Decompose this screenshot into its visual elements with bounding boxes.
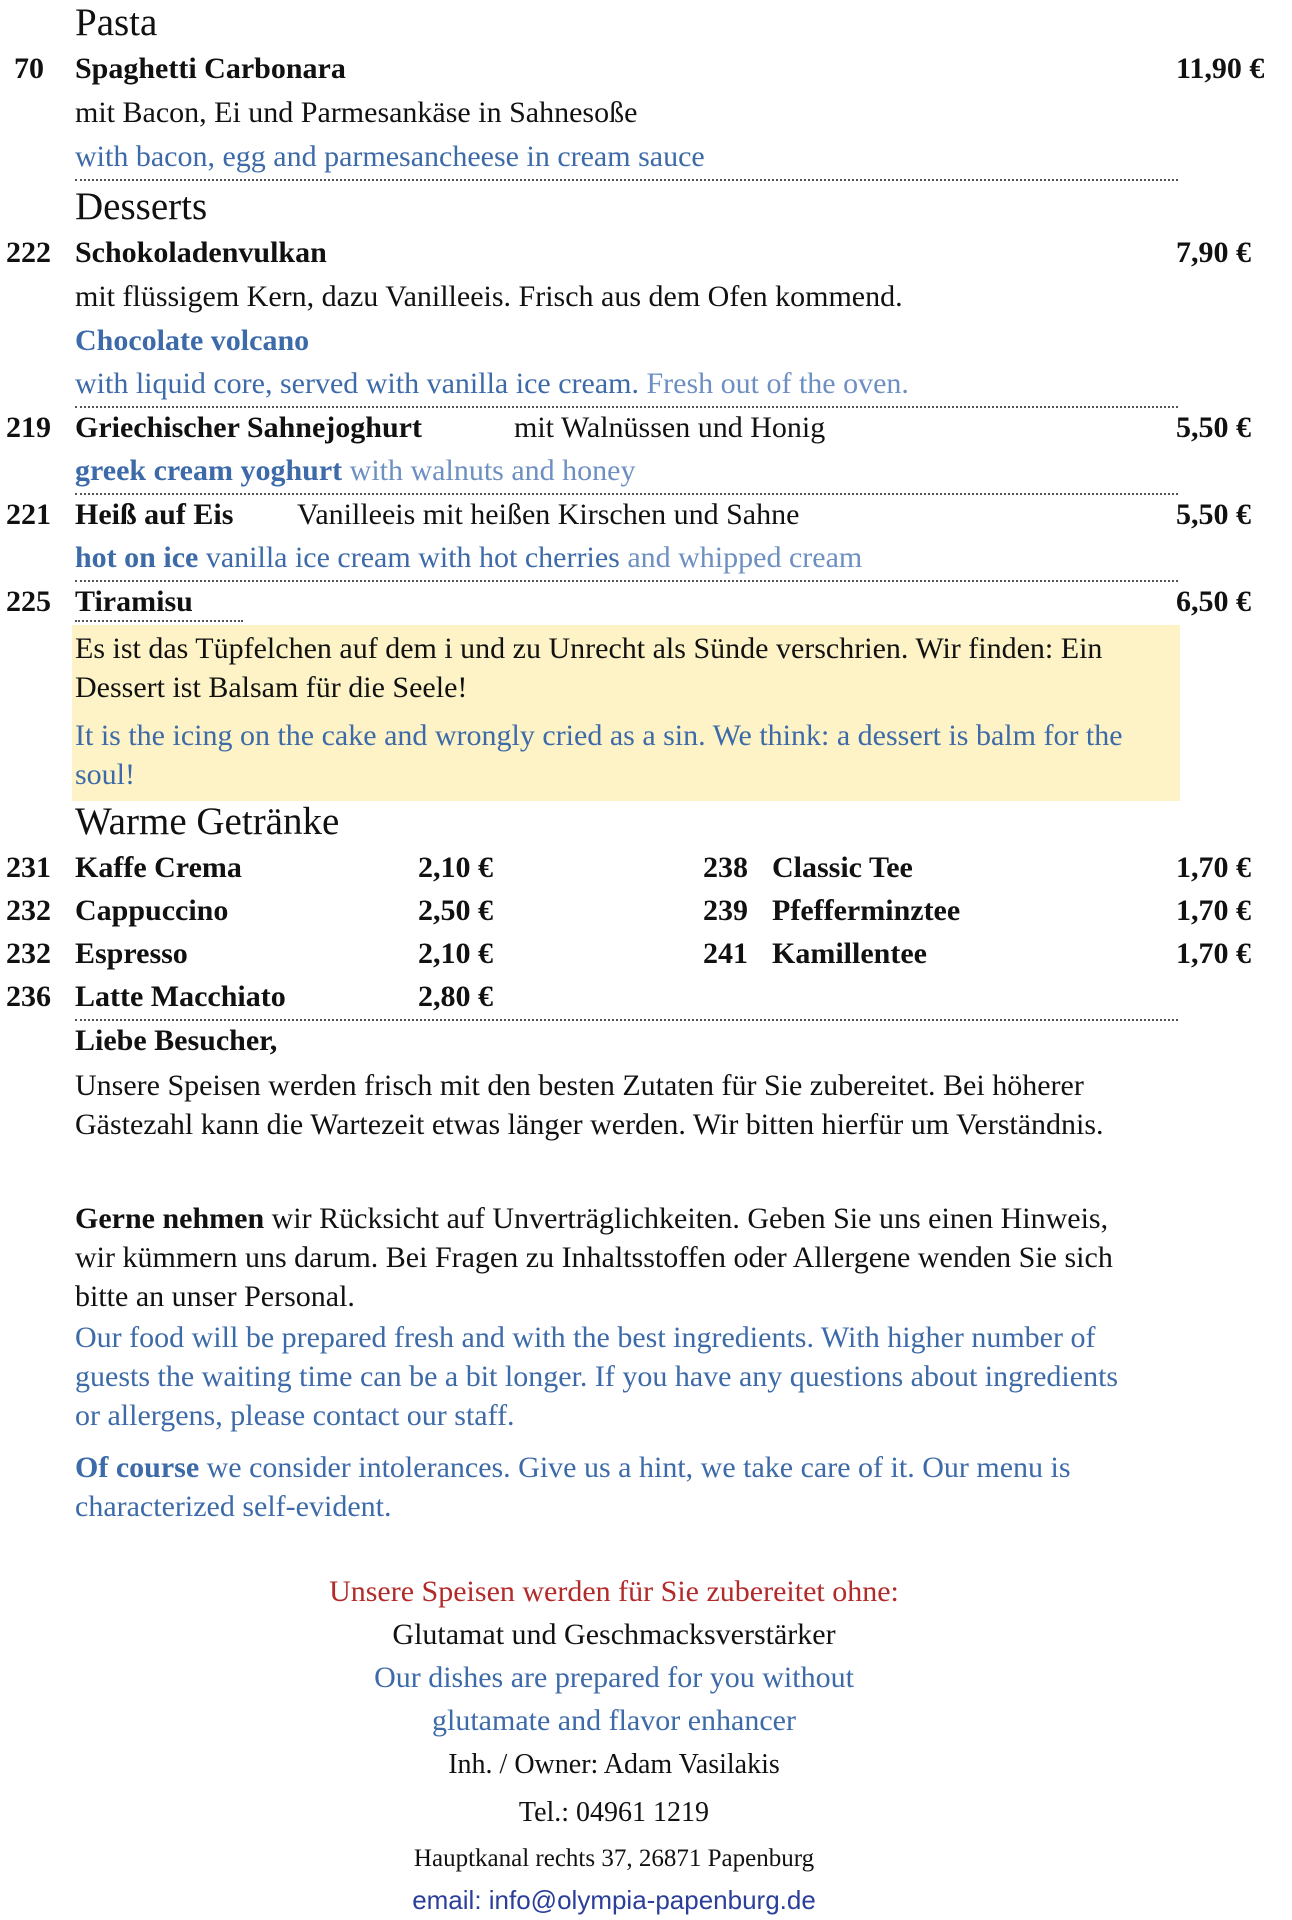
item-price: 1,70 € xyxy=(1176,894,1251,927)
item-description-en: with bacon, egg and parmesancheese in cream sauce xyxy=(75,140,705,173)
divider-short xyxy=(75,620,243,622)
footer-phone: Tel.: 04961 1219 xyxy=(518,1797,710,1828)
item-price: 6,50 € xyxy=(1176,585,1251,618)
item-description-en: It is the icing on the cake and wrongly cried as a sin. We think: a dessert is balm for the soul! xyxy=(75,719,1123,791)
notice-paragraph-de-2 xyxy=(75,1199,1155,1316)
item-price: 2,10 € xyxy=(418,851,493,884)
item-price: 1,70 € xyxy=(1176,937,1251,970)
divider xyxy=(75,406,1178,408)
item-price: 11,90 € xyxy=(1176,52,1265,85)
item-price: 5,50 € xyxy=(1176,498,1251,531)
item-description-de: Vanilleeis mit heißen Kirschen und Sahne xyxy=(297,498,800,531)
item-number: 222 xyxy=(6,236,51,269)
item-description-en xyxy=(75,541,862,575)
desc-en-part-2: Fresh out of the oven. xyxy=(638,367,909,400)
notice-bold-text: Gerne nehmen xyxy=(75,1202,265,1235)
item-description-en xyxy=(75,454,635,488)
divider xyxy=(75,493,1178,495)
item-description-en xyxy=(75,367,909,401)
item-description-de: mit Walnüssen und Honig xyxy=(514,411,826,444)
desc-en-part-2: and whipped cream xyxy=(619,541,863,574)
desc-en-part-1: vanilla ice cream with hot cherries xyxy=(198,541,620,574)
item-number: 241 xyxy=(703,937,748,970)
item-price: 5,50 € xyxy=(1176,411,1251,444)
item-price: 2,50 € xyxy=(418,894,493,927)
item-name-en: hot on ice xyxy=(75,541,199,574)
divider xyxy=(75,1019,1178,1021)
item-price: 7,90 € xyxy=(1176,236,1251,269)
item-price: 2,10 € xyxy=(418,937,493,970)
item-number: 225 xyxy=(6,585,51,618)
section-title-warm-drinks: Warme Getränke xyxy=(75,800,340,843)
desc-en-part-1: with liquid core, served with vanilla ice cream. xyxy=(75,367,639,400)
notice-text: we consider intolerances. Give us a hint, we take care of it. Our menu is characterized self-evident. xyxy=(75,1451,1071,1523)
item-price: 1,70 € xyxy=(1176,851,1251,884)
item-name: Schokoladenvulkan xyxy=(75,236,327,269)
desc-en: with walnuts and honey xyxy=(342,454,636,487)
item-number: 239 xyxy=(703,894,748,927)
item-name: Pfefferminztee xyxy=(772,894,961,927)
item-number: 236 xyxy=(6,980,51,1013)
item-number: 232 xyxy=(6,894,51,927)
section-title-desserts: Desserts xyxy=(75,185,208,228)
section-title-pasta: Pasta xyxy=(75,1,158,44)
item-name: Kaffe Crema xyxy=(75,851,242,884)
notice-paragraph-de-1: Unsere Speisen werden frisch mit den besten Zutaten für Sie zubereitet. Bei höherer Gästezahl kann die Wartezeit etwas länger werden. Wir bitten hierfür um Verständnis. xyxy=(75,1069,1104,1141)
item-number: 70 xyxy=(14,52,44,85)
footer-line-4: glutamate and flavor enhancer xyxy=(432,1704,796,1737)
item-description-de: Es ist das Tüpfelchen auf dem i und zu Unrecht als Sünde verschrien. Wir finden: Ein Dessert ist Balsam für die Seele! xyxy=(75,632,1103,704)
item-number: 232 xyxy=(6,937,51,970)
item-number: 238 xyxy=(703,851,748,884)
footer-address: Hauptkanal rechts 37, 26871 Papenburg xyxy=(413,1845,815,1872)
item-price: 2,80 € xyxy=(418,980,493,1013)
item-name: Cappuccino xyxy=(75,894,229,927)
footer-line-2: Glutamat und Geschmacksverstärker xyxy=(392,1618,836,1651)
item-name: Latte Macchiato xyxy=(75,980,286,1013)
footer-email[interactable]: email: info@olympia-papenburg.de xyxy=(412,1885,816,1915)
item-name: Classic Tee xyxy=(772,851,913,884)
notice-paragraph-en-1: Our food will be prepared fresh and with the best ingredients. With higher number of guests the waiting time can be a bit longer. If you have any questions about ingredients or allergens, please contact our staff. xyxy=(75,1321,1119,1432)
footer-owner: Inh. / Owner: Adam Vasilakis xyxy=(448,1749,780,1780)
item-name: Espresso xyxy=(75,937,188,970)
item-number: 221 xyxy=(6,498,51,531)
notice-bold-text: Of course xyxy=(75,1451,200,1484)
footer-line-3: Our dishes are prepared for you without xyxy=(374,1661,854,1694)
footer-line-1: Unsere Speisen werden für Sie zubereitet ohne: xyxy=(329,1575,899,1608)
item-description-de: mit Bacon, Ei und Parmesankäse in Sahnesoße xyxy=(75,96,638,129)
item-number: 219 xyxy=(6,411,51,444)
item-number: 231 xyxy=(6,851,51,884)
item-name: Griechischer Sahnejoghurt xyxy=(75,411,422,444)
item-name: Kamillentee xyxy=(772,937,927,970)
item-description-de: mit flüssigem Kern, dazu Vanilleeis. Frisch aus dem Ofen kommend. xyxy=(75,280,903,313)
notice-text: wir Rücksicht auf Unverträglichkeiten. Geben Sie uns einen Hinweis, wir kümmern uns darum. Bei Fragen zu Inhaltsstoffen oder Allergene wenden Sie sich bitte an unser Personal. xyxy=(75,1202,1113,1313)
notice-greeting: Liebe Besucher, xyxy=(75,1024,278,1057)
item-name: Spaghetti Carbonara xyxy=(75,52,346,85)
divider xyxy=(75,580,1178,582)
notice-paragraph-en-2 xyxy=(75,1448,1135,1526)
divider xyxy=(75,179,1178,181)
item-name-en: greek cream yoghurt xyxy=(75,454,343,487)
item-name: Tiramisu xyxy=(75,585,193,618)
item-name-en: Chocolate volcano xyxy=(75,324,310,357)
item-name: Heiß auf Eis xyxy=(75,498,234,531)
